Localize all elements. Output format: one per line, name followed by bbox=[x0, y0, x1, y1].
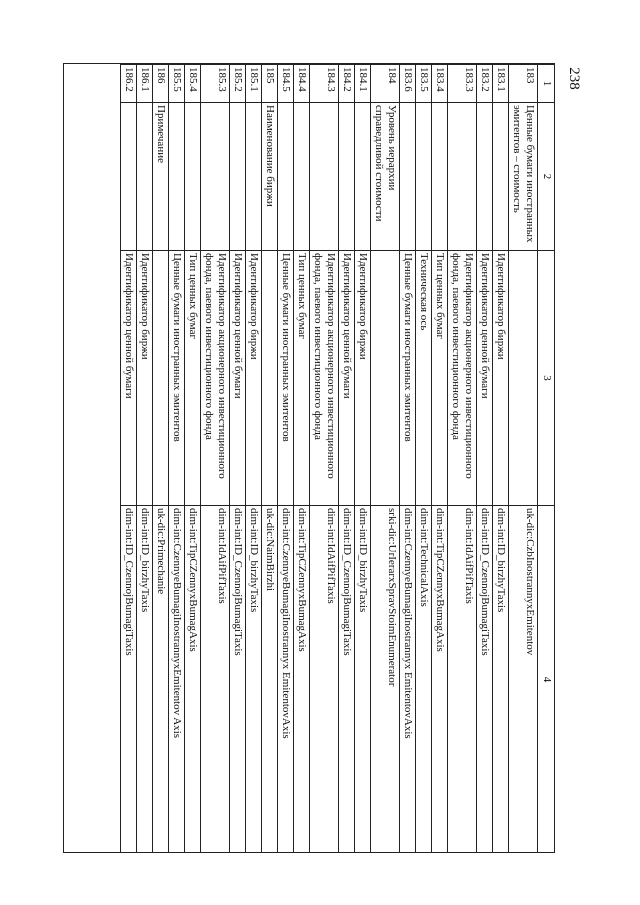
row-description-cell: Ценные бумаги иностранных эмитентов bbox=[169, 251, 185, 506]
row-number-cell: 184.1 bbox=[355, 65, 371, 103]
row-description-cell: Тип ценных бумаг bbox=[294, 251, 310, 506]
row-code-cell: dim-int:IdAifPifTaxis bbox=[201, 506, 230, 854]
table-row bbox=[310, 65, 339, 854]
table-row bbox=[121, 65, 137, 854]
table-row bbox=[355, 65, 371, 854]
row-description-cell: Идентификатор биржи bbox=[355, 251, 371, 506]
table-row bbox=[230, 65, 246, 854]
data-table bbox=[120, 64, 555, 853]
row-name-cell: Уровень иерархии справедливой стоимости bbox=[371, 103, 400, 251]
table-row bbox=[400, 65, 416, 854]
document-sheet bbox=[63, 63, 555, 853]
page-number: 238 bbox=[565, 67, 582, 90]
row-name-cell bbox=[294, 103, 310, 251]
row-description-cell bbox=[509, 251, 538, 506]
row-description-cell bbox=[153, 251, 169, 506]
row-number-cell: 183 bbox=[509, 65, 538, 103]
column-header: 3 bbox=[538, 251, 556, 506]
row-code-cell: dim-int:ID_CzennojBumagiTaxis bbox=[339, 506, 355, 854]
row-code-cell: dim-int:CzennyeBumagiInostrannyxEmitentov Axis bbox=[169, 506, 185, 854]
row-code-cell: dim-int:ID_birzhyTaxis bbox=[137, 506, 153, 854]
row-number-cell: 185.2 bbox=[230, 65, 246, 103]
row-code-cell: uk-dic:NaimBirzhi bbox=[262, 506, 278, 854]
row-name-cell: Ценные бумаги иностранных эмитентов – стоимость bbox=[509, 103, 538, 251]
table-row bbox=[201, 65, 230, 854]
row-code-cell: dim-int:TipCZennyxBumagAxis bbox=[185, 506, 201, 854]
row-description-cell: Идентификатор акционерного инвестиционного фонда, паевого инвестиционного фонда bbox=[448, 251, 477, 506]
table-row bbox=[246, 65, 262, 854]
column-header: 2 bbox=[538, 103, 556, 251]
row-name-cell bbox=[201, 103, 230, 251]
row-number-cell: 186 bbox=[153, 65, 169, 103]
row-name-cell bbox=[310, 103, 339, 251]
row-description-cell: Техническая ось bbox=[416, 251, 432, 506]
row-number-cell: 185.1 bbox=[246, 65, 262, 103]
row-name-cell bbox=[493, 103, 509, 251]
row-number-cell: 184 bbox=[371, 65, 400, 103]
row-name-cell bbox=[416, 103, 432, 251]
row-number-cell: 185.4 bbox=[185, 65, 201, 103]
table-row bbox=[416, 65, 432, 854]
row-code-cell: dim-int:ID_birzhyTaxis bbox=[493, 506, 509, 854]
row-number-cell: 183.4 bbox=[432, 65, 448, 103]
table-row bbox=[262, 65, 278, 854]
row-name-cell bbox=[278, 103, 294, 251]
row-number-cell: 183.5 bbox=[416, 65, 432, 103]
row-number-cell: 184.4 bbox=[294, 65, 310, 103]
row-number-cell: 186.1 bbox=[137, 65, 153, 103]
row-description-cell: Идентификатор ценной бумаги bbox=[477, 251, 493, 506]
row-description-cell: Ценные бумаги иностранных эмитентов bbox=[400, 251, 416, 506]
row-description-cell: Ценные бумаги иностранных эмитентов bbox=[278, 251, 294, 506]
row-number-cell: 183.3 bbox=[448, 65, 477, 103]
row-description-cell: Идентификатор акционерного инвестиционного фонда, паевого инвестиционного фонда bbox=[310, 251, 339, 506]
table-row bbox=[509, 65, 538, 854]
row-number-cell: 185.3 bbox=[201, 65, 230, 103]
row-code-cell: uk-dic:CzbInostrannyxEmitentov bbox=[509, 506, 538, 854]
row-number-cell: 183.2 bbox=[477, 65, 493, 103]
table-row bbox=[169, 65, 185, 854]
row-name-cell bbox=[432, 103, 448, 251]
row-description-cell: Идентификатор ценной бумаги bbox=[230, 251, 246, 506]
row-description-cell: Идентификатор ценной бумаги bbox=[339, 251, 355, 506]
row-number-cell: 186.2 bbox=[121, 65, 137, 103]
row-number-cell: 185 bbox=[262, 65, 278, 103]
row-name-cell bbox=[230, 103, 246, 251]
row-name-cell bbox=[246, 103, 262, 251]
row-number-cell: 184.3 bbox=[310, 65, 339, 103]
row-code-cell: dim-int:ID_CzennojBumagiTaxis bbox=[121, 506, 137, 854]
row-name-cell bbox=[137, 103, 153, 251]
row-number-cell: 185.5 bbox=[169, 65, 185, 103]
column-header: 4 bbox=[538, 506, 556, 854]
row-code-cell: dim-int:IdAifPifTaxis bbox=[310, 506, 339, 854]
table-row bbox=[278, 65, 294, 854]
row-code-cell: dim-int:ID_CzennojBumagiTaxis bbox=[230, 506, 246, 854]
row-code-cell: uk-dic:Primechanie bbox=[153, 506, 169, 854]
row-name-cell bbox=[448, 103, 477, 251]
table-row bbox=[493, 65, 509, 854]
row-code-cell: dim-int:ID_CzennojBumagiTaxis bbox=[477, 506, 493, 854]
row-name-cell bbox=[339, 103, 355, 251]
row-number-cell: 183.1 bbox=[493, 65, 509, 103]
table-row bbox=[448, 65, 477, 854]
table-row bbox=[371, 65, 400, 854]
row-description-cell bbox=[262, 251, 278, 506]
row-description-cell: Тип ценных бумаг bbox=[185, 251, 201, 506]
row-name-cell bbox=[477, 103, 493, 251]
row-code-cell: dim-int:TipCZennyxBumagAxis bbox=[432, 506, 448, 854]
row-number-cell: 184.2 bbox=[339, 65, 355, 103]
row-code-cell: dim-int:ID_birzhyTaxis bbox=[246, 506, 262, 854]
row-code-cell: dim-int:CzennyeBumagiInostrannyx EmitentovAxis bbox=[278, 506, 294, 854]
row-name-cell: Наименование биржи bbox=[262, 103, 278, 251]
row-name-cell bbox=[169, 103, 185, 251]
row-description-cell: Идентификатор ценной бумаги bbox=[121, 251, 137, 506]
row-code-cell: dim-int:ID_birzhyTaxis bbox=[355, 506, 371, 854]
table-row bbox=[432, 65, 448, 854]
row-code-cell: dim-int:CzennyeBumagiInostrannyx EmitentovAxis bbox=[400, 506, 416, 854]
row-description-cell: Идентификатор биржи bbox=[493, 251, 509, 506]
row-code-cell: dim-int:TipCZennyxBumagAxis bbox=[294, 506, 310, 854]
row-code-cell: dim-int:TechnicalAxis bbox=[416, 506, 432, 854]
column-header: 1 bbox=[538, 65, 556, 103]
table-row bbox=[185, 65, 201, 854]
row-name-cell bbox=[400, 103, 416, 251]
row-name-cell bbox=[355, 103, 371, 251]
table-header-row bbox=[538, 65, 556, 854]
row-description-cell: Идентификатор биржи bbox=[137, 251, 153, 506]
table-row bbox=[294, 65, 310, 854]
row-description-cell: Идентификатор акционерного инвестиционного фонда, паевого инвестиционного фонда bbox=[201, 251, 230, 506]
table-row bbox=[137, 65, 153, 854]
row-description-cell bbox=[371, 251, 400, 506]
row-code-cell: srki-dic:UrIerarxSpravStoimEnumerator bbox=[371, 506, 400, 854]
table-row bbox=[339, 65, 355, 854]
table-row bbox=[153, 65, 169, 854]
row-name-cell: Примечание bbox=[153, 103, 169, 251]
row-number-cell: 183.6 bbox=[400, 65, 416, 103]
row-description-cell: Тип ценных бумаг bbox=[432, 251, 448, 506]
row-code-cell: dim-int:IdAifPifTaxis bbox=[448, 506, 477, 854]
table-row bbox=[477, 65, 493, 854]
row-number-cell: 184.5 bbox=[278, 65, 294, 103]
row-description-cell: Идентификатор биржи bbox=[246, 251, 262, 506]
row-name-cell bbox=[185, 103, 201, 251]
rotated-table-container bbox=[64, 64, 555, 853]
row-name-cell bbox=[121, 103, 137, 251]
